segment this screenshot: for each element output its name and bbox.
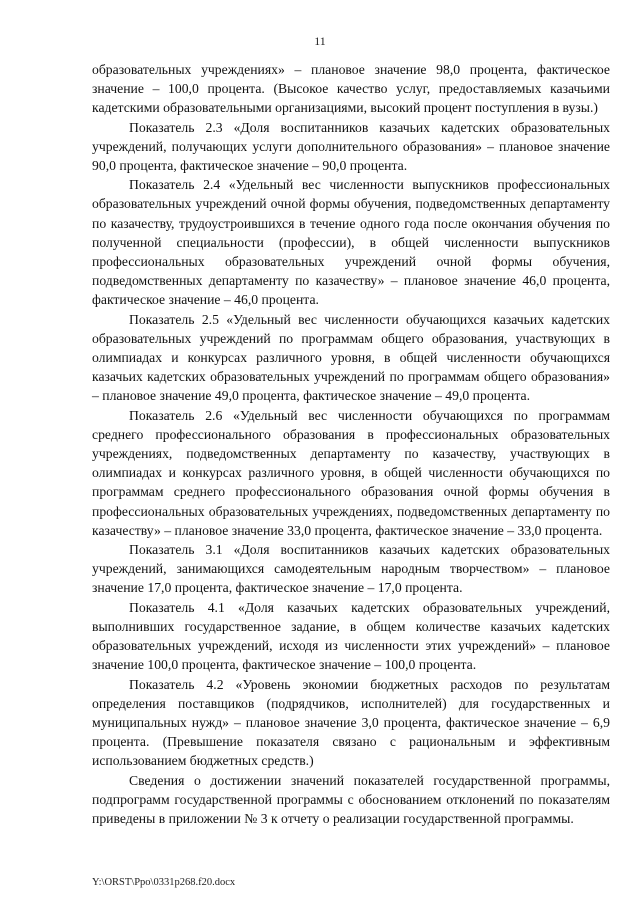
document-body [92, 60, 610, 828]
paragraph-indicator-3-1: Показатель 3.1 «Доля воспитанников казачьих кадетских образовательных учреждений, занимающихся самодеятельным народным творчеством» – плановое значение 17,0 процента, фактическое значение – 17,0 процента. [92, 542, 610, 596]
paragraph-indicator-2-4: Показатель 2.4 «Удельный вес численности выпускников профессиональных образовательных учреждений очной формы обучения, подведомственных департаменту по казачеству, трудоустроившихся в течение одного года после окончания обучения по полученной специальности (профессии), в общей численности выпускников профессиональных образовательных учреждений очной формы обучения, подведомственных департаменту по казачеству» – плановое значение 46,0 процента, фактическое значение – 46,0 процента. [92, 177, 610, 308]
paragraph-indicator-2-3: Показатель 2.3 «Доля воспитанников казачьих кадетских образовательных учреждений, получающих услуги дополнительного образования» – плановое значение 90,0 процента, фактическое значение – 90,0 процента. [92, 119, 610, 174]
paragraph-indicator-2-5: Показатель 2.5 «Удельный вес численности обучающихся казачьих кадетских образовательных учреждений по программам общего образования, участвующих в олимпиадах и конкурсах различного уровня, в общей численности обучающихся казачьих кадетских образовательных учреждений по программам общего образования» – плановое значение 49,0 процента, фактическое значение – 49,0 процента. [92, 311, 610, 404]
paragraph-summary: Сведения о достижении значений показателей государственной программы, подпрограмм государственной программы с обоснованием отклонений по показателям приведены в приложении № 3 к отчету о реализации государственной программы. [92, 772, 610, 826]
paragraph-continuation: образовательных учреждениях» – плановое значение 98,0 процента, фактическое значение – 100,0 процента. (Высокое качество услуг, предоставляемых казачьими кадетскими образовательными организациями, высокий процент поступления в вузы.) [92, 62, 610, 116]
paragraph-indicator-4-2: Показатель 4.2 «Уровень экономии бюджетных расходов по результатам определения поставщиков (подрядчиков, исполнителей) для государственных и муниципальных нужд» – плановое значение 3,0 процента, фактическое значение – 6,9 процента. (Превышение показателя связано с рациональным и эффективным использованием бюджетных средств.) [92, 676, 610, 769]
page-number: 11 [314, 34, 326, 48]
footer-file-path: Y:\ORST\Ppo\0331p268.f20.docx [92, 877, 236, 888]
paragraph-indicator-2-6: Показатель 2.6 «Удельный вес численности обучающихся по программам среднего профессионального образования в профессиональных образовательных учреждениях, подведомственных департаменту по казачеству, участвующих в олимпиадах и конкурсах различного уровня, в общей численности обучающихся по программам среднего профессионального образования очной формы обучения в профессиональных образовательных учреждениях, подведомственных департаменту по казачеству» – плановое значение 33,0 процента, фактическое значение – 33,0 процента. [92, 407, 610, 538]
paragraph-indicator-4-1: Показатель 4.1 «Доля казачьих кадетских образовательных учреждений, выполнивших государственное задание, в общем количестве казачьих кадетских образовательных учреждений, исходя из численности этих учреждений» – плановое значение 100,0 процента, фактическое значение – 100,0 процента. [92, 599, 610, 673]
